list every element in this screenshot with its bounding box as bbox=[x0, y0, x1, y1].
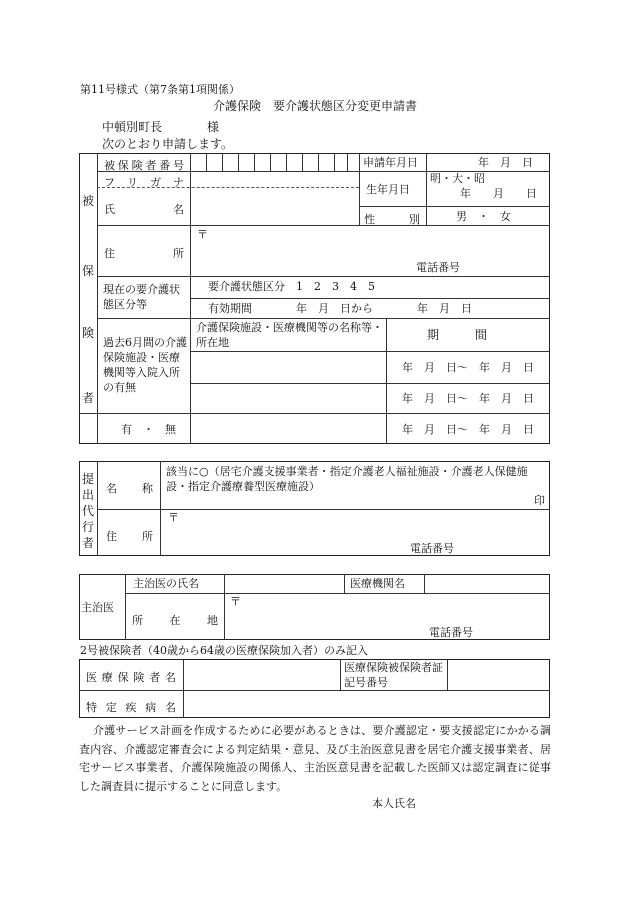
address-input[interactable] bbox=[191, 226, 549, 275]
type2-note: 2号被保険者（40歳から64歳の医療保険加入者）のみ記入 bbox=[80, 644, 368, 657]
doctor-name-input[interactable] bbox=[225, 575, 343, 592]
agent-side-5: 者 bbox=[81, 536, 94, 550]
facility-header: 介護保険施設・医療機関等の名称等・所在地 bbox=[196, 321, 383, 349]
doctor-postal-mark: 〒 bbox=[230, 595, 241, 608]
specified-disease-input[interactable] bbox=[184, 691, 549, 717]
agent-name-label: 名 称 bbox=[106, 482, 153, 495]
furigana-input[interactable] bbox=[191, 172, 358, 187]
period-header: 期 間 bbox=[427, 328, 488, 342]
period-row-1[interactable]: 年 月 日～ 年 月 日 bbox=[402, 361, 534, 374]
sex-value[interactable]: 男 ・ 女 bbox=[456, 210, 511, 223]
addressee-suffix: 様 bbox=[207, 120, 220, 134]
institution-input[interactable] bbox=[425, 575, 549, 592]
agent-side-2: 出 bbox=[81, 488, 94, 502]
specified-disease-label: 特 定 疾 病 名 bbox=[86, 701, 176, 714]
agent-side-3: 代 bbox=[81, 504, 94, 518]
address-label: 住 所 bbox=[104, 247, 184, 260]
consent-text: 介護サービス計画を作成するために必要があるときは、要介護認定・要支援認定にかかる調査内容、介護認定審査会による判定結果・意見、及び主治医意見書を居宅介護支援事業者、居宅サービス事業者、介護保険施設の関係人、主治医意見書を記載した医師又は認定調査に従事した調査員に提示することに同意します。 bbox=[79, 724, 551, 793]
agent-side-1: 提 bbox=[81, 472, 94, 486]
postal-mark: 〒 bbox=[197, 228, 208, 241]
agent-address-input[interactable] bbox=[161, 510, 549, 555]
insurer-name-label: 医 療 保 険 者 名 bbox=[86, 671, 176, 684]
signature-label: 本人氏名 bbox=[372, 797, 416, 810]
doctor-address-input[interactable] bbox=[225, 594, 549, 639]
insured-side-label-4: 者 bbox=[81, 391, 94, 405]
insured-number-input[interactable] bbox=[190, 153, 347, 171]
agent-postal-mark: 〒 bbox=[168, 511, 179, 524]
sex-label: 性 別 bbox=[364, 213, 420, 226]
application-date-label: 申請年月日 bbox=[363, 156, 418, 169]
seal-mark: 印 bbox=[534, 494, 545, 507]
birth-date-label: 生年月日 bbox=[366, 183, 410, 196]
name-label: 氏 名 bbox=[104, 203, 184, 216]
addressee-name: 中頓別町長 bbox=[102, 120, 163, 134]
birth-era: 明・大・昭 bbox=[430, 172, 485, 185]
insurance-card-input[interactable] bbox=[448, 660, 549, 689]
yes-no-choice[interactable]: 有 ・ 無 bbox=[121, 423, 176, 436]
insurer-name-input[interactable] bbox=[184, 660, 339, 689]
form-number: 第11号様式（第7条第1項関係） bbox=[80, 83, 240, 96]
application-date-value[interactable]: 年 月 日 bbox=[478, 156, 533, 169]
insured-number-label: 被 保 険 者 番 号 bbox=[104, 159, 184, 172]
doctor-phone-label: 電話番号 bbox=[429, 626, 473, 639]
name-input[interactable] bbox=[191, 188, 358, 224]
phone-label: 電話番号 bbox=[416, 261, 460, 274]
valid-period[interactable]: 有効期間 年 月 日から 年 月 日 bbox=[208, 302, 472, 315]
agent-type-note[interactable]: 該当に○（居宅介護支援事業者・指定介護老人福祉施設・介護老人保健施設・指定介護療養型医療施設） bbox=[166, 465, 528, 493]
agent-address-label: 住 所 bbox=[106, 530, 153, 543]
doctor-location-label: 所 在 地 bbox=[132, 614, 218, 627]
period-row-2[interactable]: 年 月 日～ 年 月 日 bbox=[402, 392, 534, 405]
insured-side-label-2: 保 bbox=[81, 264, 94, 278]
current-status-label: 現在の要介護状態区分等 bbox=[103, 283, 180, 311]
care-level-options[interactable]: 要介護状態区分 1 2 3 4 5 bbox=[208, 280, 375, 293]
institution-label: 医療機関名 bbox=[350, 577, 405, 590]
doctor-side-label: 主治医 bbox=[81, 601, 114, 614]
period-row-3[interactable]: 年 月 日～ 年 月 日 bbox=[402, 423, 534, 436]
agent-side-4: 行 bbox=[81, 520, 94, 534]
agent-phone-label: 電話番号 bbox=[410, 542, 454, 555]
past-six-months-label: 過去6月間の介護保険施設・医療機関等入院入所の有無 bbox=[103, 336, 187, 394]
birth-date-value[interactable]: 年 月 日 bbox=[460, 187, 537, 200]
doctor-name-label: 主治医の氏名 bbox=[133, 577, 199, 590]
insured-side-label-1: 被 bbox=[81, 194, 94, 208]
insurance-card-label: 医療保険被保険者証記号番号 bbox=[344, 661, 443, 689]
page-title: 介護保険 要介護状態区分変更申請書 bbox=[213, 99, 418, 113]
furigana-label: フ リ ガ ナ bbox=[104, 176, 184, 189]
intro-text: 次のとおり申請します。 bbox=[102, 137, 234, 151]
insured-side-label-3: 険 bbox=[81, 326, 94, 340]
